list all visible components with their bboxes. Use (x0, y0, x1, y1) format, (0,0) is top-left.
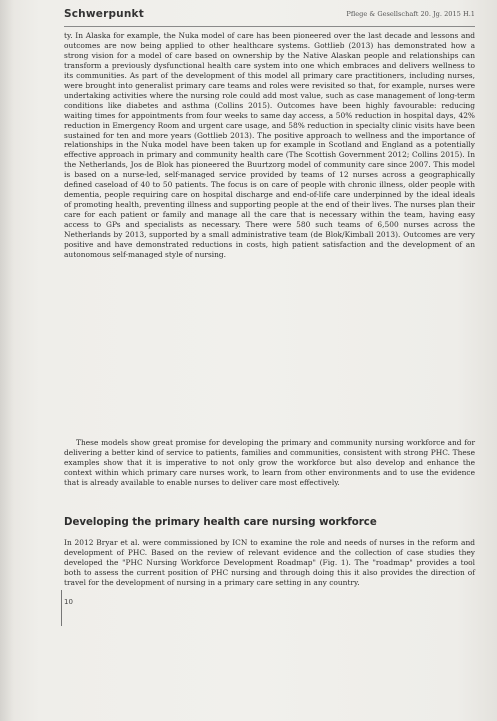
body-paragraph-2: These models show great promise for developing the primary and community nursing workforce and for delivering a better kind of service to patients, families and communities, consistent with strong PHC. These examples show that it is imperative to not only grow the workforce but also develop and enhance the context within which primary care nurses work, to learn from other environments and to use the evidence that is already available to enable nurses to deliver care most effectively. (64, 438, 475, 487)
page-shadow (0, 0, 14, 721)
body-paragraph-3: In 2012 Bryar et al. were commissioned by ICN to examine the role and needs of nurses in the reform and development of PHC. Based on the review of relevant evidence and the collection of case studies they developed the "PHC Nursing Workforce Development Roadmap" (Fig. 1). The "roadmap" provides a tool both to assess the current position of PHC nursing and through doing this it also provides the direction of travel for the development of nursing in a primary care setting in any country. (64, 538, 475, 587)
section-label: Schwerpunkt (64, 8, 144, 20)
running-head: Pflege & Gesellschaft 20. Jg. 2015 H.1 (346, 10, 475, 18)
body-paragraph-1: ty. In Alaska for example, the Nuka model of care has been pioneered over the last decade and lessons and outcomes are now being applied to other healthcare systems. Gottlieb (2013) has demonstrated how a strong vision for a model of care based on ownership by the Native Alaskan people and relationships can transform a previously dysfunctional health care system into one which embraces and delivers wellness to its communities. As part of the development of this model all primary care practitioners, including nurses, were brought into generalist primary care teams and roles were revisited so that, for example, nurses were undertaking activities where the nursing role could add most value, such as case management of long-term conditions like diabetes and asthma (Collins 2015). Outcomes have been highly favourable: reducing waiting times for appointments from four weeks to same day access, a 50% reduction in hospital days, 42% reduction in Emergency Room and urgent care usage, and 58% reduction in specialty clinic visits have been sustained for ten and more years (Gottlieb 2013). The positive approach to wellness and the importance of relationships in the Nuka model have been taken up for example in Scotland and England as a potentially effective approach in primary and community health care (The Scottish Government 2012; Collins 2015). In the Netherlands, Jos de Blok has pioneered the Buurtzorg model of community care since 2007. This model is based on a nurse-led, self-managed service provided by teams of 12 nurses across a geographically defined caseload of 40 to 50 patients. The focus is on care of people with chronic illness, older people with dementia, people requiring care on hospital discharge and end-of-life care underpinned by the ideal ideals of promoting health, preventing illness and supporting people at the end of their lives. The nurses plan their care for each patient or family and manage all the care that is necessary within the team, having easy access to GPs and specialists as necessary. There were 580 such teams of 6,500 nurses across the Netherlands by 2013, supported by a small administrative team (de Blok/Kimball 2013). Outcomes are very positive and have demonstrated reductions in costs, high patient satisfaction and the development of an autonomous self-managed style of nursing. (64, 31, 475, 259)
header-rule (64, 26, 475, 27)
page-header (64, 8, 475, 24)
article-body (64, 31, 475, 260)
footer-rule (61, 590, 62, 626)
page-number: 10 (64, 598, 73, 606)
section-subheading: Developing the primary health care nursing workforce (64, 517, 377, 528)
